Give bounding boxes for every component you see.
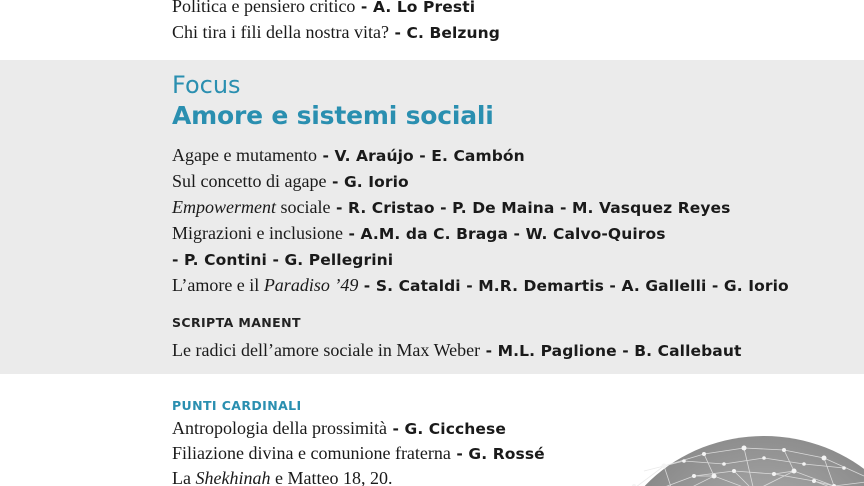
article-authors: - P. Contini - G. Pellegrini — [172, 251, 394, 269]
focus-article — [172, 144, 525, 167]
article-line — [172, 0, 475, 18]
article-authors: - S. Cataldi - M.R. Demartis - A. Gallelli - G. Iorio — [358, 277, 789, 295]
focus-title: Amore e sistemi sociali — [172, 101, 494, 130]
punti-cardinali-article — [172, 467, 392, 486]
article-authors: - C. Belzung — [388, 24, 500, 42]
article-authors: - G. Rossé — [450, 445, 545, 463]
article-title: Filiazione divina e comunione fraterna — [172, 443, 451, 463]
article-authors: - G. Cicchese — [386, 420, 506, 438]
punti-cardinali-label: PUNTI CARDINALI — [172, 398, 302, 413]
article-authors: - A.M. da C. Braga - W. Calvo-Quiros — [342, 225, 666, 243]
focus-article — [172, 170, 409, 193]
article-authors: - G. Iorio — [326, 173, 409, 191]
article-line — [172, 21, 500, 44]
article-title: Migrazioni e inclusione — [172, 223, 343, 243]
network-globe-icon — [594, 436, 864, 486]
article-title: Chi tira i fili della nostra vita? — [172, 22, 389, 42]
article-title-italic: Empowerment — [172, 197, 276, 217]
focus-article — [172, 222, 666, 245]
article-authors: - V. Araújo - E. Cambón — [316, 147, 525, 165]
article-title: Sul concetto di agape — [172, 171, 327, 191]
focus-kicker: Focus — [172, 71, 241, 99]
article-title: Antropologia della prossimità — [172, 418, 387, 438]
article-title: sociale — [275, 197, 331, 217]
punti-cardinali-article — [172, 417, 506, 440]
article-title: L’amore e il — [172, 275, 264, 295]
scripta-manent-label: SCRIPTA MANENT — [172, 315, 301, 330]
article-title: Le radici dell’amore sociale in Max Weber — [172, 340, 481, 360]
article-authors: - R. Cristao - P. De Maina - M. Vasquez Reyes — [330, 199, 731, 217]
article-title: Agape e mutamento — [172, 145, 317, 165]
focus-article-continued — [172, 248, 393, 271]
article-authors: - M.L. Paglione - B. Callebaut — [480, 342, 742, 360]
scripta-manent-article — [172, 339, 742, 362]
focus-article — [172, 196, 731, 219]
article-title-after: e Matteo 18, 20. — [270, 468, 393, 486]
article-authors: - A. Lo Presti — [355, 0, 476, 16]
article-title: La — [172, 468, 196, 486]
article-title-italic: Shekhinah — [195, 468, 271, 486]
article-title-italic: Paradiso ’49 — [263, 275, 359, 295]
article-title: Politica e pensiero critico — [172, 0, 356, 16]
punti-cardinali-article — [172, 442, 545, 465]
focus-article — [172, 274, 789, 297]
